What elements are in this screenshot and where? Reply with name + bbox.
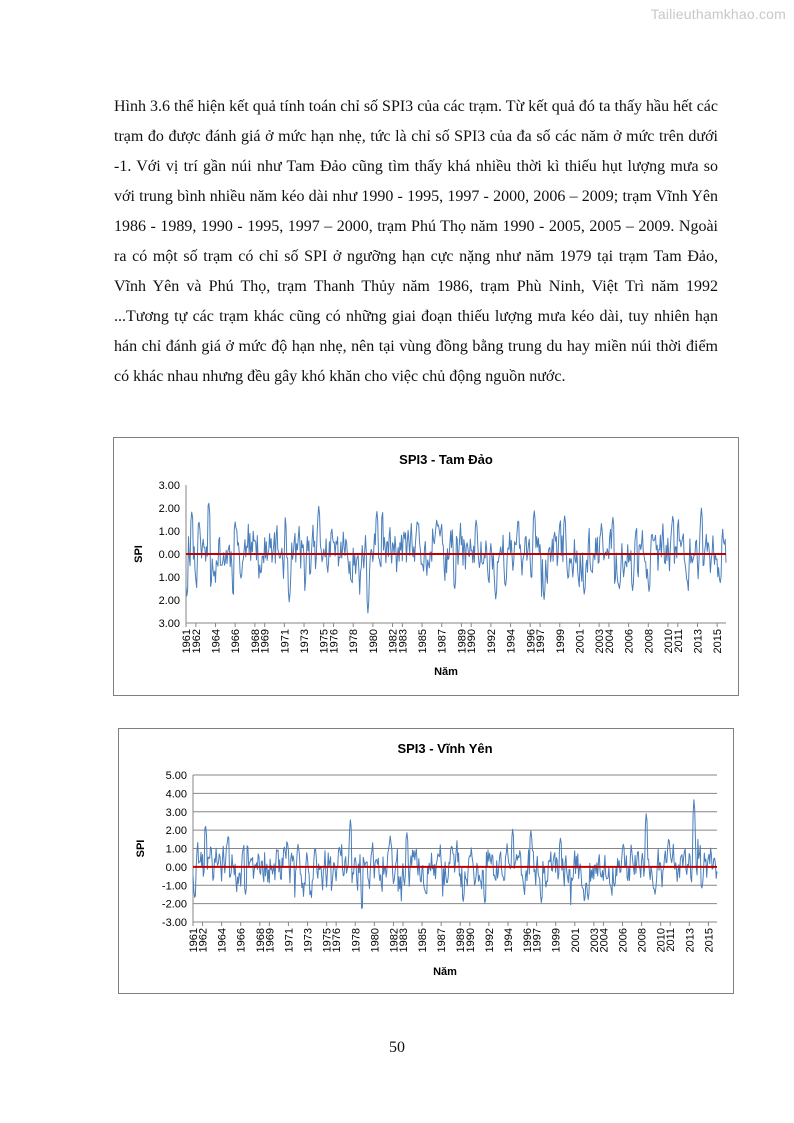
vinh-yen-spi3-series-line [193,800,717,909]
vinh-yen-x-tick-label: 1983 [397,928,410,953]
tam-dao-x-tick-label: 1980 [367,629,380,654]
vinh-yen-x-tick-label: 2015 [703,928,716,953]
tam-dao-x-tick-label: 2011 [672,629,685,653]
tam-dao-x-tick-label: 1994 [505,629,518,654]
vinh-yen-x-tick-label: 1994 [502,928,515,953]
tam-dao-x-tick-label: 1989 [456,629,469,654]
tam-dao-y-tick-label: 2.00 [158,595,180,607]
vinh-yen-x-tick-label: 1961 [188,928,200,953]
vinh-yen-y-tick-label: 5.00 [165,770,187,782]
vinh-yen-x-tick-label: 2006 [617,928,630,953]
vinh-yen-x-tick-label: 1985 [417,928,430,953]
vinh-yen-y-tick-label: -2.00 [161,898,187,911]
vinh-yen-x-tick-label: 1973 [302,928,315,953]
tam-dao-x-tick-label: 1971 [279,629,292,654]
vinh-yen-x-tick-label: 2003 [588,928,601,953]
vinh-yen-x-tick-label: 1987 [436,928,449,953]
vinh-yen-x-tick-label: 1992 [483,928,496,953]
tam-dao-y-tick-label: 3.00 [158,480,180,492]
vinh-yen-x-tick-label: 1971 [283,928,296,953]
tam-dao-y-tick-label: 3.00 [158,618,180,630]
vinh-yen-x-tick-label: 1968 [254,928,267,953]
vinh-yen-x-tick-label: 2011 [665,928,678,952]
tam-dao-y-axis-title: SPI [133,545,145,563]
tam-dao-x-tick-label: 1992 [485,629,498,654]
tam-dao-x-tick-label: 1973 [299,629,312,654]
vinh-yen-y-tick-label: 2.00 [165,825,187,838]
tam-dao-x-tick-label: 1990 [466,629,479,654]
vinh-yen-x-tick-label: 1997 [531,928,544,953]
vinh-yen-x-tick-label: 2013 [684,928,697,953]
vinh-yen-x-tick-label: 1982 [388,928,401,953]
tam-dao-x-tick-label: 2008 [643,629,656,654]
vinh-yen-y-tick-label: 4.00 [165,788,187,801]
vinh-yen-y-tick-label: -3.00 [161,917,187,929]
tam-dao-x-tick-label: 1996 [525,629,538,654]
tam-dao-x-tick-label: 1999 [554,629,567,654]
tam-dao-x-tick-label: 2003 [594,629,607,654]
page-number: 50 [389,1039,405,1056]
vinh-yen-x-tick-label: 1989 [455,928,468,953]
tam-dao-x-tick-label: 2010 [662,629,675,654]
vinh-yen-x-tick-label: 1962 [197,928,210,953]
tam-dao-x-tick-label: 1961 [181,629,193,654]
tam-dao-y-tick-label: 2.00 [158,503,180,515]
tam-dao-chart-title: SPI3 - Tam Đảo [399,452,493,467]
vinh-yen-x-tick-label: 2010 [655,928,668,953]
vinh-yen-y-tick-label: 3.00 [165,806,187,819]
spi3-tam-dao-chart [113,437,739,696]
tam-dao-y-tick-label: 1.00 [158,572,180,584]
vinh-yen-y-tick-label: 1.00 [165,843,187,856]
tam-dao-x-tick-label: 2004 [603,629,616,654]
spi3-tam-dao-chart-svg [114,438,738,695]
tam-dao-x-tick-label: 1997 [535,629,548,654]
tam-dao-spi3-series-line [186,503,726,613]
tam-dao-x-tick-label: 1985 [417,629,430,654]
tam-dao-x-axis-title: Năm [434,666,458,678]
tam-dao-x-tick-label: 1969 [259,629,272,654]
tam-dao-x-tick-label: 1978 [348,629,361,654]
tam-dao-x-tick-label: 1975 [318,629,331,654]
tam-dao-x-tick-label: 2006 [623,629,636,654]
tam-dao-x-tick-label: 1976 [328,629,341,654]
vinh-yen-y-tick-label: -1.00 [161,880,187,893]
tam-dao-x-tick-label: 1968 [249,629,262,654]
vinh-yen-x-tick-label: 2004 [598,928,611,953]
watermark-text: Tailieuthamkhao.com [650,6,786,22]
vinh-yen-x-tick-label: 1964 [216,928,229,953]
tam-dao-x-tick-label: 1964 [210,629,223,654]
vinh-yen-x-tick-label: 1980 [369,928,382,953]
tam-dao-x-tick-label: 1987 [436,629,449,654]
vinh-yen-x-axis-title: Năm [433,966,457,978]
vinh-yen-chart-title: SPI3 - Vĩnh Yên [397,741,493,756]
spi3-vinh-yen-chart-svg [119,729,733,993]
body-paragraph: Hình 3.6 thể hiện kết quả tính toán chỉ số SPI3 của các trạm. Từ kết quả đó ta thấy hầu hết các trạm đo được đánh giá ở mức hạn nhẹ, tức là chỉ số SPI3 của đa số các năm ở mức trên dưới -1. Với vị trí gần núi như Tam Đảo cũng tìm thấy khá nhiều thời kì thiếu hụt lượng mưa so với trung bình nhiều năm kéo dài như 1990 - 1995, 1997 - 2000, 2006 – 2009; trạm Vĩnh Yên 1986 - 1989, 1990 - 1995, 1997 – 2000, trạm Phú Thọ năm 1990 - 2005, 2005 – 2009. Ngoài ra có một số trạm có chỉ số SPI ở ngưỡng hạn cực nặng như năm 1979 tại trạm Tam Đảo, Vĩnh Yên và Phú Thọ, trạm Thanh Thủy năm 1986, trạm Phù Ninh, Việt Trì năm 1992 ...Tương tự các trạm khác cũng có những giai đoạn thiếu lượng mưa kéo dài, tuy nhiên hạn hán chỉ đánh giá ở mức độ hạn nhẹ, nên tại vùng đồng bằng trung du hay miền núi thời điểm có khác nhau nhưng đều gây khó khăn cho việc chủ động nguồn nước. [114,98,718,385]
vinh-yen-x-tick-label: 1996 [522,928,535,953]
vinh-yen-y-axis-title: SPI [135,839,147,858]
tam-dao-x-tick-label: 2013 [692,629,705,654]
vinh-yen-x-tick-label: 1975 [321,928,334,953]
tam-dao-y-tick-label: 0.00 [158,549,180,561]
spi3-vinh-yen-chart [118,728,734,994]
vinh-yen-x-tick-label: 1969 [264,928,277,953]
tam-dao-x-tick-label: 2015 [712,629,725,654]
tam-dao-x-tick-label: 1983 [397,629,410,654]
tam-dao-x-tick-label: 1962 [190,629,203,654]
tam-dao-y-tick-label: 1.00 [158,526,180,538]
vinh-yen-x-tick-label: 1966 [235,928,248,953]
tam-dao-x-tick-label: 2001 [574,629,587,654]
vinh-yen-y-tick-label: 0.00 [165,861,187,874]
tam-dao-x-tick-label: 1982 [387,629,400,654]
vinh-yen-x-tick-label: 1976 [331,928,344,953]
vinh-yen-x-tick-label: 1999 [550,928,563,953]
tam-dao-x-tick-label: 1966 [230,629,243,654]
vinh-yen-x-tick-label: 2008 [636,928,649,953]
vinh-yen-x-tick-label: 2001 [569,928,582,953]
vinh-yen-x-tick-label: 1978 [350,928,363,953]
vinh-yen-x-tick-label: 1990 [464,928,477,953]
